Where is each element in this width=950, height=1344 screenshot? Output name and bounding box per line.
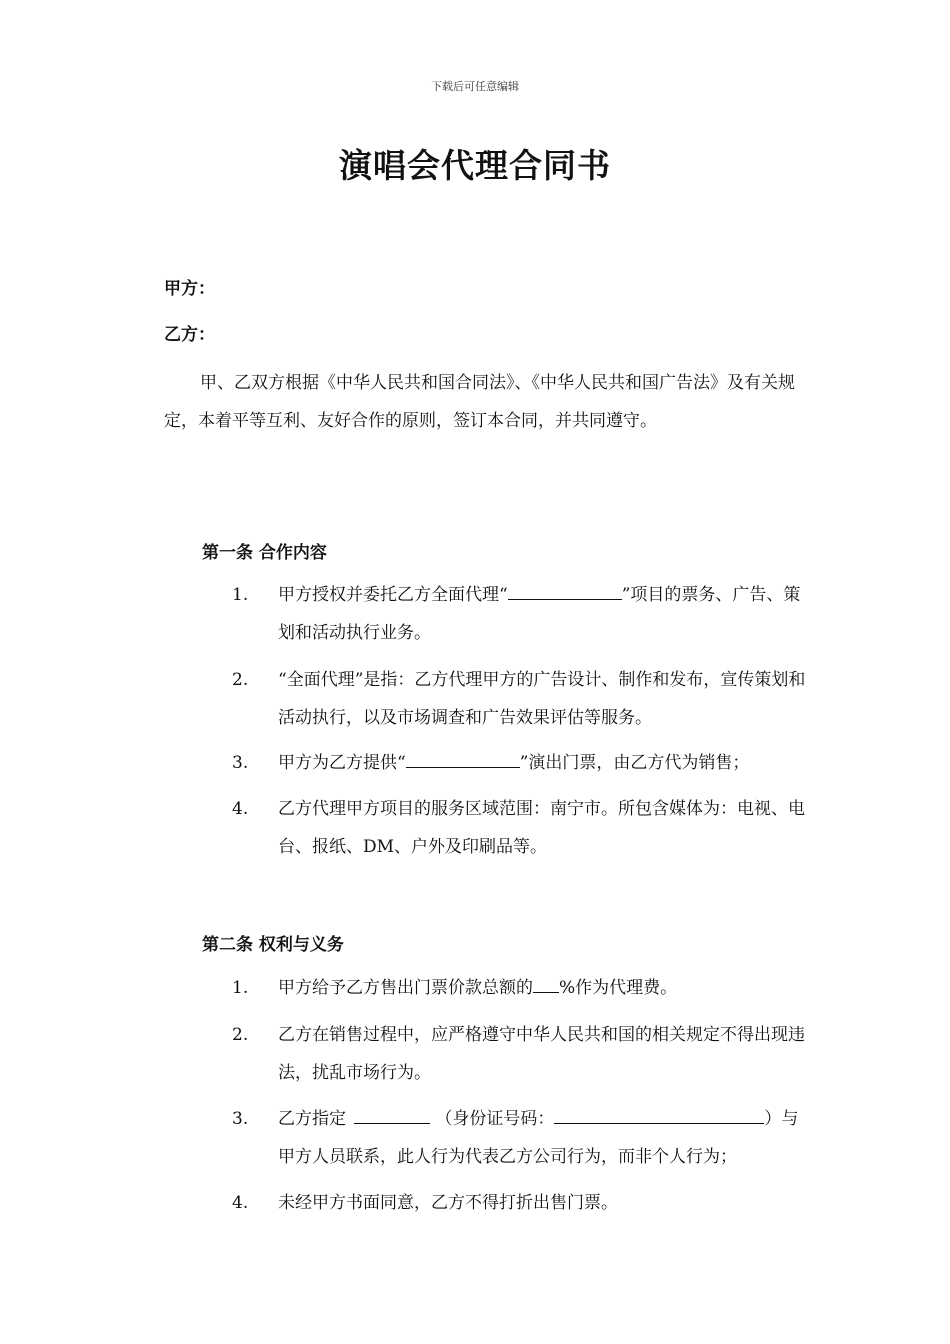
- clause-text-pre: 甲方授权并委托乙方全面代理“: [278, 585, 508, 605]
- clause-text-mid: （身份证号码：: [435, 1109, 555, 1129]
- section-2-clause-1: [232, 969, 812, 1007]
- clause-number: 3.: [232, 1109, 249, 1129]
- clause-number: 1.: [232, 585, 249, 605]
- clause-text-pre: 甲方给予乙方售出门票价款总额的: [278, 978, 533, 998]
- section-1-clause-2: [232, 661, 812, 737]
- section-1-clause-4: [232, 790, 812, 866]
- intro-paragraph: 甲、乙双方根据《中华人民共和国合同法》、《中华人民共和国广告法》及有关规定，本着平等互利、友好合作的原则，签订本合同，并共同遵守。: [164, 373, 795, 431]
- party-b-label: 乙方：: [164, 325, 215, 345]
- clause-text-pre: 乙方指定: [278, 1109, 346, 1129]
- section-1-title: 第一条 合作内容: [202, 543, 327, 563]
- clause-text: [278, 576, 812, 652]
- section-1-clause-3: [232, 744, 812, 782]
- document-title: 演唱会代理合同书: [339, 146, 611, 185]
- project-name-blank: [508, 577, 622, 600]
- show-name-blank: [406, 745, 520, 768]
- clause-text: 未经甲方书面同意，乙方不得打折出售门票。: [278, 1193, 618, 1213]
- clause-number: 4.: [232, 799, 249, 819]
- clause-number: 1.: [232, 978, 249, 998]
- section-2-title: 第二条 权利与义务: [202, 935, 344, 955]
- clause-text-post: ”演出门票，由乙方代为销售；: [519, 753, 750, 773]
- party-a-label: 甲方：: [164, 279, 215, 299]
- section-2-clause-2: [232, 1016, 812, 1092]
- clause-text: [278, 969, 812, 1007]
- clause-number: 4.: [232, 1193, 249, 1213]
- header-note: 下载后可任意编辑: [431, 80, 519, 93]
- clause-text: [278, 744, 812, 782]
- clause-text: 乙方在销售过程中，应严格遵守中华人民共和国的相关规定不得出现违法，扰乱市场行为。: [278, 1025, 805, 1083]
- clause-text: “全面代理”是指：乙方代理甲方的广告设计、制作和发布，宣传策划和活动执行，以及市场调查和广告效果评估等服务。: [278, 670, 806, 728]
- clause-text-post: ）与甲方人员联系，此人行为代表乙方公司行为，而非个人行为；: [278, 1109, 799, 1167]
- percentage-blank: [533, 970, 559, 993]
- clause-number: 2.: [232, 670, 249, 690]
- section-1-clause-1: [232, 576, 812, 652]
- clause-text-pre: 甲方为乙方提供“: [278, 753, 406, 773]
- clause-number: 3.: [232, 753, 249, 773]
- clause-text-post: ”项目的票务、广告、策划和活动执行业务。: [278, 585, 801, 643]
- id-number-blank: [554, 1101, 764, 1124]
- clause-text: 乙方代理甲方项目的服务区域范围：南宁市。所包含媒体为：电视、电台、报纸、DM、户外及印刷品等。: [278, 799, 805, 857]
- clause-text-post: %作为代理费。: [559, 978, 678, 998]
- section-2-clause-3: [232, 1100, 812, 1176]
- section-2-clause-4: [232, 1184, 812, 1222]
- clause-text: [278, 1100, 812, 1176]
- clause-number: 2.: [232, 1025, 249, 1045]
- contact-name-blank: [354, 1101, 430, 1124]
